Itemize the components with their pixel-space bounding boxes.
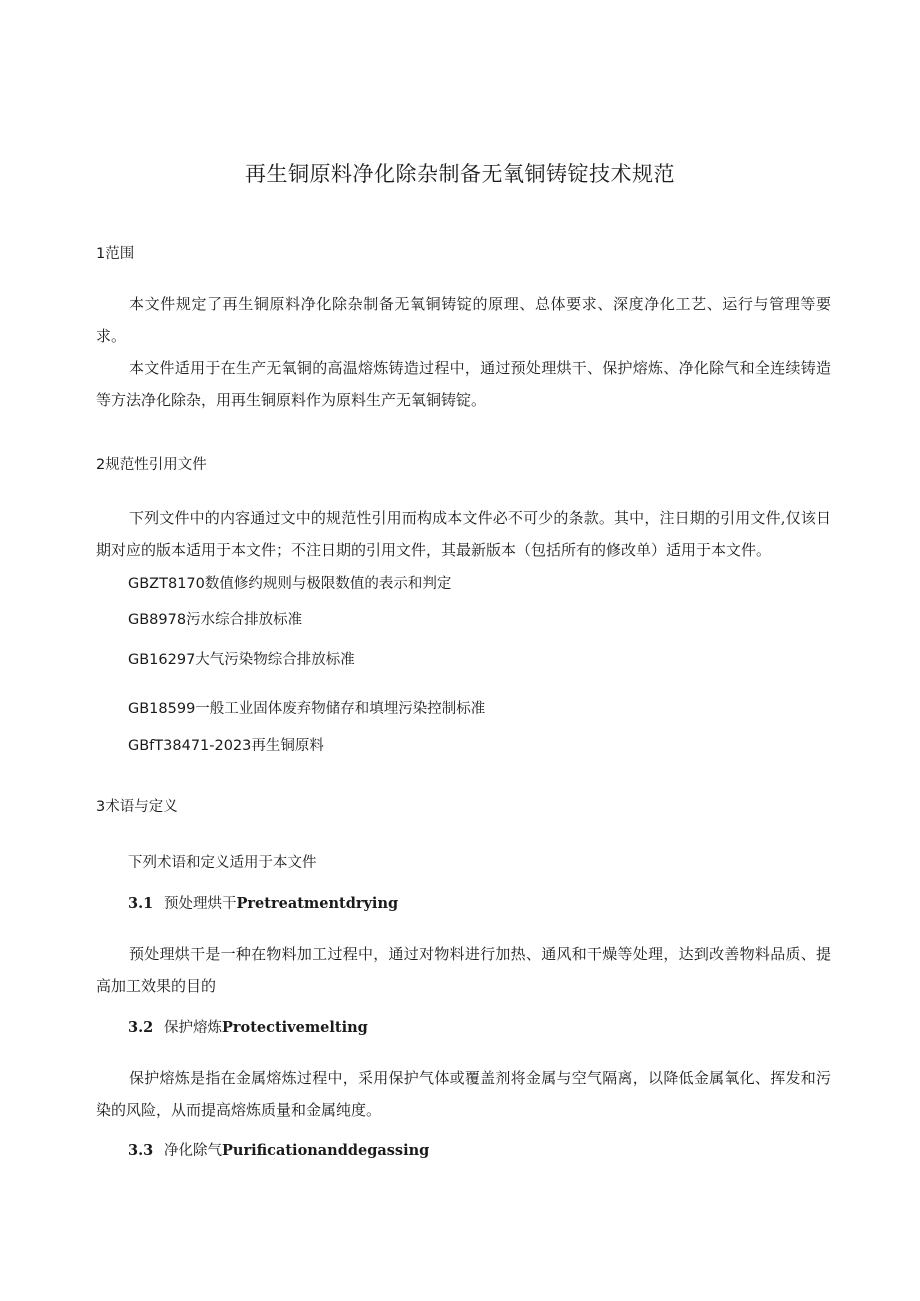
term-english-name: Purificationanddegassing <box>222 1142 430 1159</box>
document-title: 再生铜原料净化除杂制备无氧铜铸锭技术规范 <box>245 162 675 186</box>
reference-item: GB18599一般工业固体废弃物储存和填埋污染控制标准 <box>128 701 486 717</box>
term-heading <box>128 892 398 913</box>
reference-item: GBfT38471-2023再生铜原料 <box>128 738 324 754</box>
term-definition: 保护熔炼是指在金属熔炼过程中，采用保护气体或覆盖剂将金属与空气隔离，以降低金属氧化、挥发和污染的风险，从而提高熔炼质量和金属纯度。 <box>96 1069 831 1119</box>
term-english-name: Protectivemelting <box>222 1019 368 1036</box>
term-chinese-name: 预处理烘干 <box>164 896 237 912</box>
term-number: 3.1 <box>128 895 154 912</box>
section-1-heading: 1范围 <box>96 246 135 262</box>
section-3-intro: 下列术语和定义适用于本文件 <box>128 855 317 871</box>
term-chinese-name: 净化除气 <box>164 1143 222 1159</box>
section-2-heading: 2规范性引用文件 <box>96 457 207 473</box>
section-3-heading: 3术语与定义 <box>96 799 178 815</box>
reference-item: GB16297大气污染物综合排放标准 <box>128 652 355 668</box>
section-2-paragraph-1: 下列文件中的内容通过文中的规范性引用而构成本文件必不可少的条款。其中，注日期的引用文件,仅该日期对应的版本适用于本文件；不注日期的引用文件，其最新版本（包括所有的修改单）适用于本文件。 <box>96 509 831 559</box>
reference-item: GBZT8170数值修约规则与极限数值的表示和判定 <box>128 576 452 592</box>
term-number: 3.3 <box>128 1142 154 1159</box>
term-chinese-name: 保护熔炼 <box>164 1020 222 1036</box>
term-definition: 预处理烘干是一种在物料加工过程中，通过对物料进行加热、通风和干燥等处理，达到改善物料品质、提高加工效果的目的 <box>96 945 831 995</box>
term-heading <box>128 1139 429 1160</box>
section-1-paragraph-1: 本文件规定了再生铜原料净化除杂制备无氧铜铸锭的原理、总体要求、深度净化工艺、运行与管理等要求。 <box>96 295 831 345</box>
term-heading <box>128 1016 368 1037</box>
section-1-paragraph-2: 本文件适用于在生产无氧铜的高温熔炼铸造过程中，通过预处理烘干、保护熔炼、净化除气和全连续铸造等方法净化除杂，用再生铜原料作为原料生产无氧铜铸锭。 <box>96 359 831 409</box>
reference-item: GB8978污水综合排放标准 <box>128 612 303 628</box>
term-number: 3.2 <box>128 1019 154 1036</box>
term-english-name: Pretreatmentdrying <box>236 895 399 912</box>
